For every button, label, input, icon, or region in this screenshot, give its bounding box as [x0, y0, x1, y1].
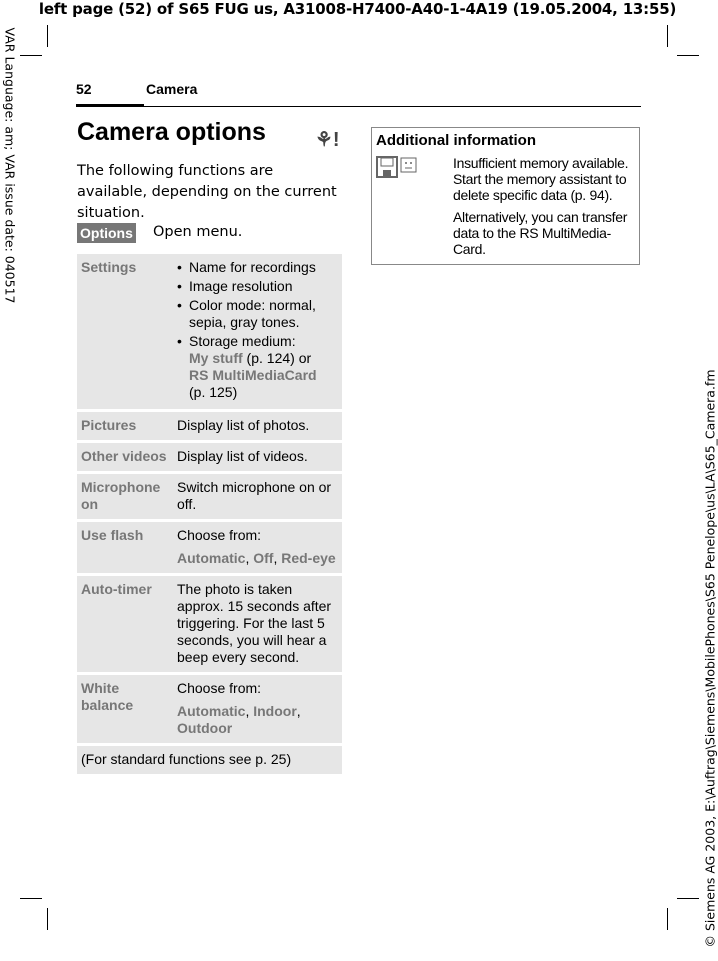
- header-rule: [76, 104, 144, 107]
- crop-mark: [20, 898, 42, 899]
- info-text: Insufficient memory available. Start the memory assistant to delete specific data (p. 94).: [453, 155, 629, 203]
- table-row: [77, 746, 342, 774]
- crop-mark: [677, 55, 699, 56]
- row-label: Auto-timer: [77, 576, 171, 672]
- options-softkey: Options: [77, 223, 136, 243]
- section-title: Camera: [146, 81, 198, 97]
- row-label: Pictures: [77, 412, 171, 440]
- option: Automatic: [177, 703, 246, 719]
- row-label: Microphone on: [77, 474, 171, 519]
- crop-mark: [667, 25, 668, 47]
- row-value: Display list of videos.: [171, 443, 342, 471]
- row-value: The photo is taken approx. 15 seconds after triggering. For the last 5 seconds, you will hear a beep every second.: [171, 576, 342, 672]
- list-item: • Name for recordings: [189, 259, 338, 276]
- page-title: Camera options: [77, 118, 266, 146]
- crop-mark: [677, 898, 699, 899]
- row-value: Choose from:: [177, 527, 262, 543]
- row-value: Choose from:: [177, 680, 262, 696]
- table-row: White balance Choose from: Automatic, Indoor, Outdoor: [77, 675, 342, 743]
- option: Automatic: [177, 550, 246, 566]
- row-label: White balance: [77, 675, 171, 743]
- camera-status-icon: ⚘!: [315, 129, 340, 151]
- table-row: [77, 474, 342, 519]
- list-item: • Color mode: normal, sepia, gray tones.: [189, 297, 338, 331]
- table-row: [77, 412, 342, 440]
- memory-full-icon: [376, 156, 420, 183]
- rs-mmc-link: RS MultiMediaCard: [189, 367, 317, 383]
- crop-mark: [47, 25, 48, 47]
- table-row: [77, 254, 342, 409]
- table-row: Use flash Choose from: Automatic, Off, Red-eye: [77, 522, 342, 573]
- table-row: [77, 576, 342, 672]
- table-footer: (For standard functions see p. 25): [77, 746, 342, 774]
- storage-label: Storage medium:: [189, 333, 296, 349]
- options-description: Open menu.: [153, 224, 243, 240]
- side-info-right: © Siemens AG 2003, E:\Auftrag\Siemens\MobilePhones\S65 Penelope\us\LA\S65_Camera.fm: [702, 369, 718, 948]
- options-table: [77, 251, 342, 777]
- ref: (p. 125): [189, 384, 238, 400]
- additional-info-box: [371, 127, 640, 265]
- row-label: Use flash: [77, 522, 171, 573]
- list-item: • Image resolution: [189, 278, 338, 295]
- option: Outdoor: [177, 720, 233, 736]
- intro-text: The following functions are available, depending on the current situation.: [77, 163, 337, 221]
- crop-mark: [667, 908, 668, 930]
- option: Indoor: [253, 703, 297, 719]
- option: Off: [253, 550, 274, 566]
- crop-mark: [47, 908, 48, 930]
- table-row: [77, 443, 342, 471]
- info-title: Additional information: [376, 132, 536, 149]
- my-stuff-link: My stuff: [189, 350, 243, 366]
- row-value: Switch microphone on or off.: [171, 474, 342, 519]
- list-item: [189, 333, 338, 401]
- row-value: Display list of photos.: [171, 412, 342, 440]
- page-number: 52: [76, 81, 92, 97]
- info-text: Alternatively, you can transfer data to the RS MultiMedia-Card.: [453, 209, 628, 257]
- page-header: left page (52) of S65 FUG us, A31008-H7400-A40-1-4A19 (19.05.2004, 13:55): [38, 0, 677, 18]
- row-label: Other videos: [77, 443, 171, 471]
- crop-mark: [20, 55, 42, 56]
- row-label: Settings: [77, 254, 171, 409]
- option: Red-eye: [281, 550, 336, 566]
- header-rule: [144, 106, 641, 107]
- side-info-left: VAR Language: am; VAR issue date: 040517: [2, 27, 18, 304]
- ref: (p. 124) or: [242, 350, 312, 366]
